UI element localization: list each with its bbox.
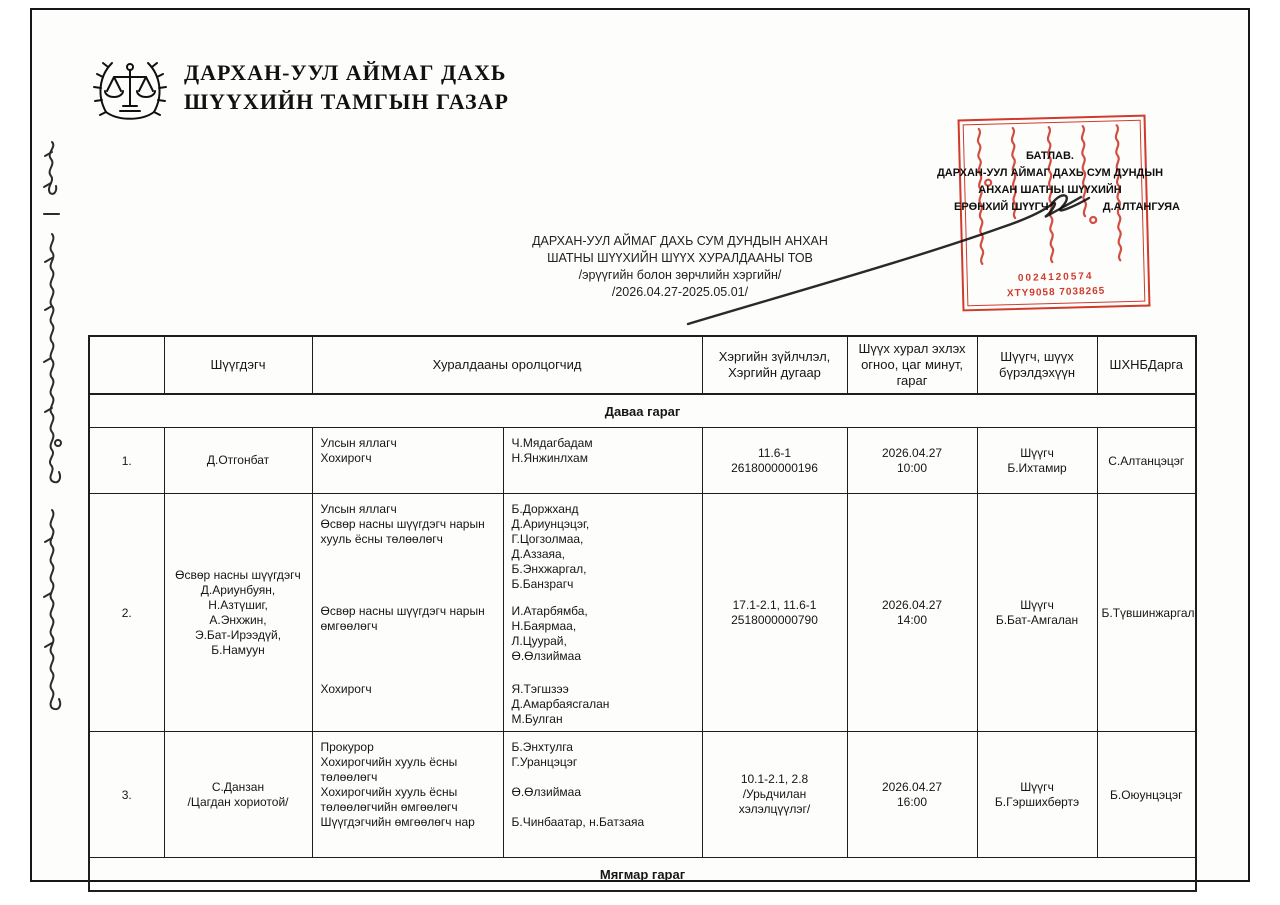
text-line: Г.Уранцэцэг xyxy=(511,755,578,769)
participants-cell xyxy=(312,428,702,494)
text-line: Д.Амарбаясгалан xyxy=(511,697,610,711)
approver-position: ЕРӨНХИЙ ШҮҮГЧ xyxy=(954,201,1049,213)
corner-cell xyxy=(89,336,164,394)
text-line: 17.1-2.1, 11.6-1 xyxy=(732,597,817,612)
header-judge: Шүүгч, шүүх бүрэлдэхүүн xyxy=(977,336,1097,394)
defendant-cell xyxy=(164,428,312,494)
text-line: Н.Баярмаа, xyxy=(511,619,577,633)
text-line: Б.Доржханд xyxy=(511,502,579,516)
approver-name: Д.АЛТАНГУЯА xyxy=(1102,201,1180,213)
case-cell xyxy=(702,494,847,732)
text-line: 16:00 xyxy=(897,794,928,809)
header-case: Хэргийн зүйлчлэл, Хэргийн дугаар xyxy=(702,336,847,394)
org-name xyxy=(184,58,509,116)
text-line: Л.Цуурай, xyxy=(511,634,567,648)
participants-cell xyxy=(312,732,702,858)
date-cell xyxy=(847,732,977,858)
text-line: 10:00 xyxy=(897,460,928,475)
date-cell xyxy=(847,494,977,732)
text-line: Б.Ихтамир xyxy=(1007,460,1067,475)
participant-role: Хохирогчийн хууль ёсны төлөөлөгч xyxy=(320,755,458,784)
text-line: Н.Янжинлхам xyxy=(511,451,588,465)
participant-names xyxy=(503,755,702,770)
participant-names xyxy=(503,740,702,755)
approval-block xyxy=(914,148,1186,216)
row-number-cell: 2. xyxy=(89,494,164,732)
text-line: /Цагдан хориотой/ xyxy=(187,794,289,809)
case-cell xyxy=(702,428,847,494)
text-line: 2518000000790 xyxy=(731,612,818,627)
text-line: 2618000000196 xyxy=(731,460,818,475)
approval-line2: ДАРХАН-УУЛ АЙМАГ ДАХЬ СУМ ДУНДЫН xyxy=(936,167,1164,179)
participant-role: Улсын яллагч xyxy=(320,436,397,450)
case-cell xyxy=(702,732,847,858)
row-number-cell: 3. xyxy=(89,732,164,858)
defendant-cell xyxy=(164,494,312,732)
day-label-monday: Даваа гараг xyxy=(89,394,1196,428)
org-name-line2: ШҮҮХИЙН ТАМГЫН ГАЗАР xyxy=(184,89,509,114)
text-line: Н.Азтүшиг, xyxy=(208,597,268,612)
text-line: 2026.04.27 xyxy=(881,779,943,794)
participant-group xyxy=(313,502,702,517)
text-line: Д.Аззаяа, xyxy=(511,547,566,561)
participant-group xyxy=(313,604,702,664)
participant-names xyxy=(503,682,702,727)
participant-names xyxy=(503,517,702,592)
document-title xyxy=(478,233,882,301)
text-line: Б.Банзрагч xyxy=(511,577,574,591)
day-label-tuesday: Мягмар гараг xyxy=(89,858,1196,892)
judge-cell xyxy=(977,428,1097,494)
participants-cell xyxy=(312,494,702,732)
text-line: И.Атарбямба, xyxy=(511,604,588,618)
text-line: Б.Гэршихбөртэ xyxy=(994,794,1080,809)
text-line: Г.Цогзолмаа, xyxy=(511,532,584,546)
participant-group xyxy=(313,815,702,830)
text-line: Шүүгч xyxy=(1020,445,1054,460)
participant-role: Прокурор xyxy=(320,740,374,754)
table-row xyxy=(89,494,1196,732)
head-cell: Б.Түвшинжаргал xyxy=(1097,494,1196,732)
title-line2: ШАТНЫ ШҮҮХИЙН ШҮҮХ ХУРАЛДААНЫ ТОВ xyxy=(547,251,813,265)
title-line1: ДАРХАН-УУЛ АЙМАГ ДАХЬ СУМ ДУНДЫН АНХАН xyxy=(532,234,828,248)
text-line: 14:00 xyxy=(897,612,928,627)
seal-registry-number: XTY9058 7038265 xyxy=(1006,285,1106,300)
text-line: Д.Ариунцэцэг, xyxy=(511,517,590,531)
mongolian-script-icon xyxy=(34,138,70,753)
text-line: Я.Тэгшзээ xyxy=(511,682,569,696)
text-line: Б.Намуун xyxy=(211,642,265,657)
participant-names xyxy=(503,451,702,466)
text-line: Б.Чинбаатар, н.Батзаяа xyxy=(511,815,645,829)
head-cell: С.Алтанцэцэг xyxy=(1097,428,1196,494)
head-cell: Б.Оюунцэцэг xyxy=(1097,732,1196,858)
text-line: А.Энхжин, xyxy=(209,612,267,627)
table-row xyxy=(89,428,1196,494)
text-line: Д.Ариунбуян, xyxy=(200,582,276,597)
participant-role: Хохирогч xyxy=(320,682,372,696)
text-line: Д.Отгонбат xyxy=(206,453,270,467)
participant-group xyxy=(313,755,702,785)
day-row-monday xyxy=(89,394,1196,428)
participant-role: Хохирогч xyxy=(320,451,372,465)
court-schedule-table xyxy=(88,335,1197,892)
text-line: Шүүгч xyxy=(1020,779,1054,794)
text-line: Өсвөр насны шүүгдэгч xyxy=(175,567,301,582)
text-line: 11.6-1 xyxy=(757,445,792,460)
text-line: М.Булган xyxy=(511,712,563,726)
participant-names xyxy=(503,502,702,517)
participant-role: Өсвөр насны шүүгдэгч нарын өмгөөлөгч xyxy=(320,604,485,633)
participant-role: Хохирогчийн хууль ёсны төлөөлөгчийн өмгөөлөгч xyxy=(320,785,458,814)
day-row-tuesday xyxy=(89,858,1196,892)
text-line: Э.Бат-Ирээдүй, xyxy=(194,627,282,642)
text-line: Ө.Өлзиймаа xyxy=(511,649,582,663)
header-defendant: Шүүгдэгч xyxy=(164,336,312,394)
text-line: хэлэлцүүлэг/ xyxy=(738,802,811,816)
text-line: С.Данзан xyxy=(211,779,265,794)
participant-group xyxy=(313,682,702,727)
approval-line3: АНХАН ШАТНЫ ШҮҮХИЙН xyxy=(978,184,1122,196)
date-cell xyxy=(847,428,977,494)
text-line: 2026.04.27 xyxy=(881,597,943,612)
header-datetime: Шүүх хурал эхлэх огноо, цаг минут, гараг xyxy=(847,336,977,394)
participant-names xyxy=(503,436,702,451)
approval-line4 xyxy=(914,199,1186,216)
judge-cell xyxy=(977,732,1097,858)
text-line: /Урьдчилан xyxy=(742,787,807,801)
text-line: Б.Бат-Амгалан xyxy=(995,612,1079,627)
text-line: 10.1-2.1, 2.8 xyxy=(740,772,809,786)
title-line4: /2026.04.27-2025.05.01/ xyxy=(611,285,749,299)
participant-group xyxy=(313,517,702,592)
row-number-cell: 1. xyxy=(89,428,164,494)
header-head: ШХНБДарга xyxy=(1097,336,1196,394)
title-line3: /эрүүгийн болон зөрчлийн хэргийн/ xyxy=(578,268,782,282)
participant-names xyxy=(503,604,702,664)
header-participants: Хуралдааны оролцогчид xyxy=(312,336,702,394)
participant-names xyxy=(503,785,702,800)
participant-group xyxy=(313,740,702,755)
participant-names xyxy=(503,815,702,830)
text-line: Ч.Мядагбадам xyxy=(511,436,593,450)
org-name-line1: ДАРХАН-УУЛ АЙМАГ ДАХЬ xyxy=(184,60,507,85)
participant-role: Шүүгдэгчийн өмгөөлөгч нар xyxy=(320,815,475,829)
participant-group xyxy=(313,436,702,451)
defendant-cell xyxy=(164,732,312,858)
text-line: Ө.Өлзиймаа xyxy=(511,785,582,799)
participant-role: Өсвөр насны шүүгдэгч нарын хууль ёсны төлөөлөгч xyxy=(320,517,485,546)
approval-line1: БАТЛАВ. xyxy=(1026,150,1074,162)
judge-cell xyxy=(977,494,1097,732)
table-header-row xyxy=(89,336,1196,394)
table-row xyxy=(89,732,1196,858)
court-logo-icon xyxy=(90,50,170,130)
text-line: 2026.04.27 xyxy=(881,445,943,460)
participant-role: Улсын яллагч xyxy=(320,502,397,516)
participant-group xyxy=(313,451,702,466)
participant-group xyxy=(313,785,702,815)
text-line: Шүүгч xyxy=(1020,597,1054,612)
text-line: Б.Энхжаргал, xyxy=(511,562,587,576)
text-line: Б.Энхтулга xyxy=(511,740,573,754)
seal-serial-number: 0024120574 xyxy=(1017,270,1094,284)
